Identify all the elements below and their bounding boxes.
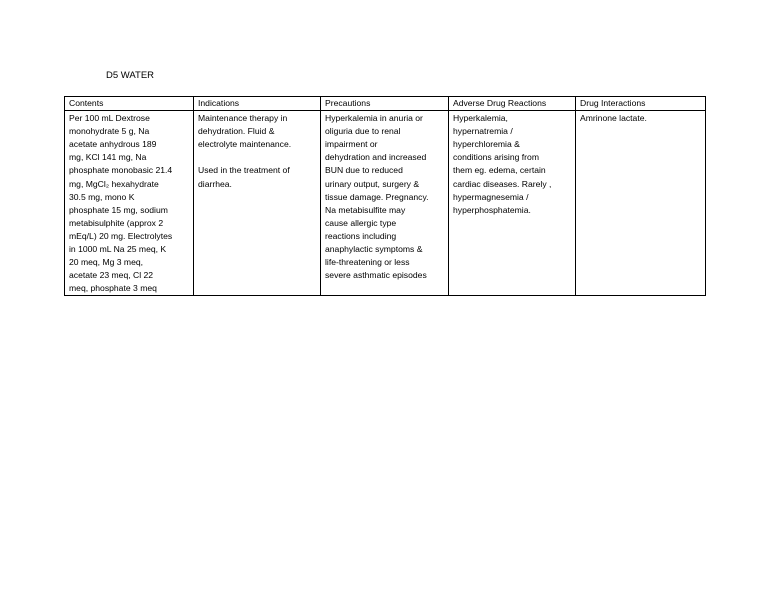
header-contents: Contents (65, 97, 194, 111)
adverse-reactions-text: Hyperkalemia, hypernatremia / hyperchloremia & conditions arising from them eg. edema, certain cardiac diseases. Rarely , hypermagnesemia / hyperphosphatemia. (453, 113, 552, 215)
header-drug-interactions: Drug Interactions (576, 97, 706, 111)
header-precautions: Precautions (321, 97, 449, 111)
cell-drug-interactions (576, 111, 706, 296)
cell-indications (194, 111, 321, 296)
precautions-text: Hyperkalemia in anuria or oliguria due to renal impairment or dehydration and increased BUN due to reduced urinary output, surgery & tissue damage. Pregnancy. Na metabisulfite may cause allergic type reactions including anaphylactic symptoms & life-threatening or less severe asthmatic episodes (325, 113, 429, 281)
drug-info-table (64, 96, 706, 296)
header-adverse-reactions: Adverse Drug Reactions (449, 97, 576, 111)
document-title: D5 WATER (106, 70, 155, 81)
drug-interactions-text: Amrinone lactate. (580, 113, 647, 124)
cell-precautions (321, 111, 449, 296)
table-header-row (65, 97, 706, 111)
header-indications: Indications (194, 97, 321, 111)
table-row (65, 111, 706, 296)
contents-text: Per 100 mL Dextrose monohydrate 5 g, Na acetate anhydrous 189 mg, KCl 141 mg, Na phosphate monobasic 21.4 mg, MgCl₂ hexahydrate 30.5 mg, mono K phosphate 15 mg, sodium metabisulphite (approx 2 mEq/L) 20 mg. Electrolytes in 1000 mL Na 25 meq, K 20 meq, Mg 3 meq, acetate 23 meq, Cl 22 meq, phosphate 3 meq (69, 113, 173, 294)
cell-contents (65, 111, 194, 296)
indications-text: Maintenance therapy in dehydration. Fluid & electrolyte maintenance. Used in the treatment of diarrhea. (198, 113, 292, 189)
cell-adverse-reactions (449, 111, 576, 296)
